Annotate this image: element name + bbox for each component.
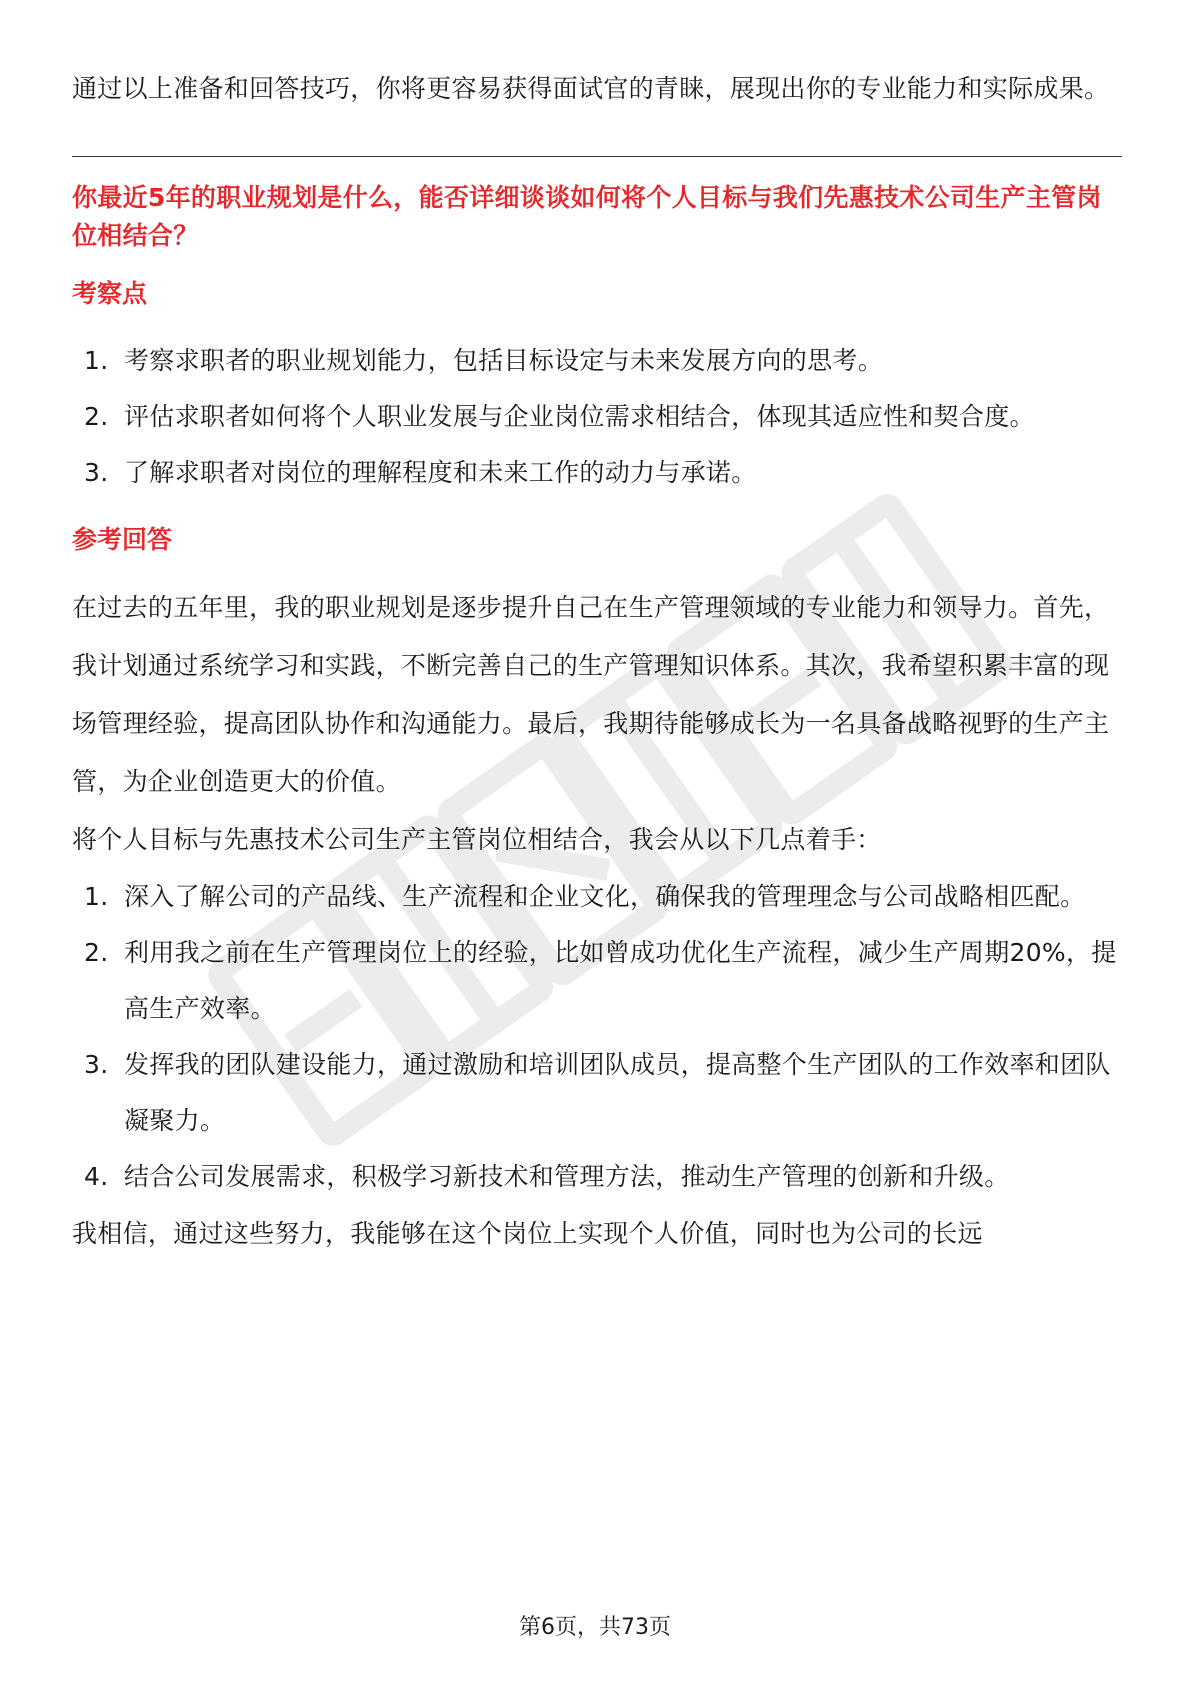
answer-heading: 参考回答 [72, 525, 173, 554]
list-item [72, 333, 1122, 389]
intro-paragraph: 通过以上准备和回答技巧，你将更容易获得面试官的青睐，展现出你的专业能力和实际成果。 [72, 74, 1110, 103]
list-item-number: 2. [84, 938, 109, 967]
list-item-text: 评估求职者如何将个人职业发展与企业岗位需求相结合，体现其适应性和契合度。 [124, 402, 1035, 431]
list-item-text: 结合公司发展需求，积极学习新技术和管理方法，推动生产管理的创新和升级。 [124, 1162, 1010, 1191]
list-item-number: 1. [84, 882, 109, 911]
document-page [72, 60, 1122, 1263]
list-item [72, 925, 1122, 1037]
list-item-text: 考察求职者的职业规划能力，包括目标设定与未来发展方向的思考。 [124, 346, 884, 375]
answer-paragraph-2: 将个人目标与先惠技术公司生产主管岗位相结合，我会从以下几点着手： [72, 825, 882, 854]
list-item-text: 发挥我的团队建设能力，通过激励和培训团队成员，提高整个生产团队的工作效率和团队凝聚力。 [124, 1050, 1111, 1135]
list-item-number: 1. [84, 346, 109, 375]
list-item-number: 2. [84, 402, 109, 431]
assessment-heading: 考察点 [72, 279, 148, 308]
answer-paragraph-1: 在过去的五年里，我的职业规划是逐步提升自己在生产管理领域的专业能力和领导力。首先，我计划通过系统学习和实践，不断完善自己的生产管理知识体系。其次，我希望积累丰富的现场管理经验，提高团队协作和沟通能力。最后，我期待能够成长为一名具备战略视野的生产主管，为企业创造更大的价值。 [72, 593, 1110, 796]
list-item [72, 389, 1122, 445]
answer-paragraph-3: 我相信，通过这些努力，我能够在这个岗位上实现个人价值，同时也为公司的长远 [72, 1219, 983, 1248]
list-item-text: 利用我之前在生产管理岗位上的经验，比如曾成功优化生产流程，减少生产周期20%，提高生产效率。 [124, 938, 1117, 1023]
list-item [72, 869, 1122, 925]
list-item-number: 4. [84, 1162, 109, 1191]
interview-question: 你最近5年的职业规划是什么，能否详细谈谈如何将个人目标与我们先惠技术公司生产主管岗位相结合？ [72, 183, 1102, 250]
list-item [72, 1149, 1122, 1205]
list-item [72, 1037, 1122, 1149]
assessment-list [72, 333, 1122, 501]
list-item-text: 深入了解公司的产品线、生产流程和企业文化，确保我的管理理念与公司战略相匹配。 [124, 882, 1086, 911]
list-item-number: 3. [84, 458, 109, 487]
section-divider [72, 156, 1122, 157]
list-item-number: 3. [84, 1050, 109, 1079]
list-item-text: 了解求职者对岗位的理解程度和未来工作的动力与承诺。 [124, 458, 757, 487]
answer-list [72, 869, 1122, 1205]
list-item [72, 445, 1122, 501]
page-number: 第6页，共73页 [519, 1615, 671, 1640]
